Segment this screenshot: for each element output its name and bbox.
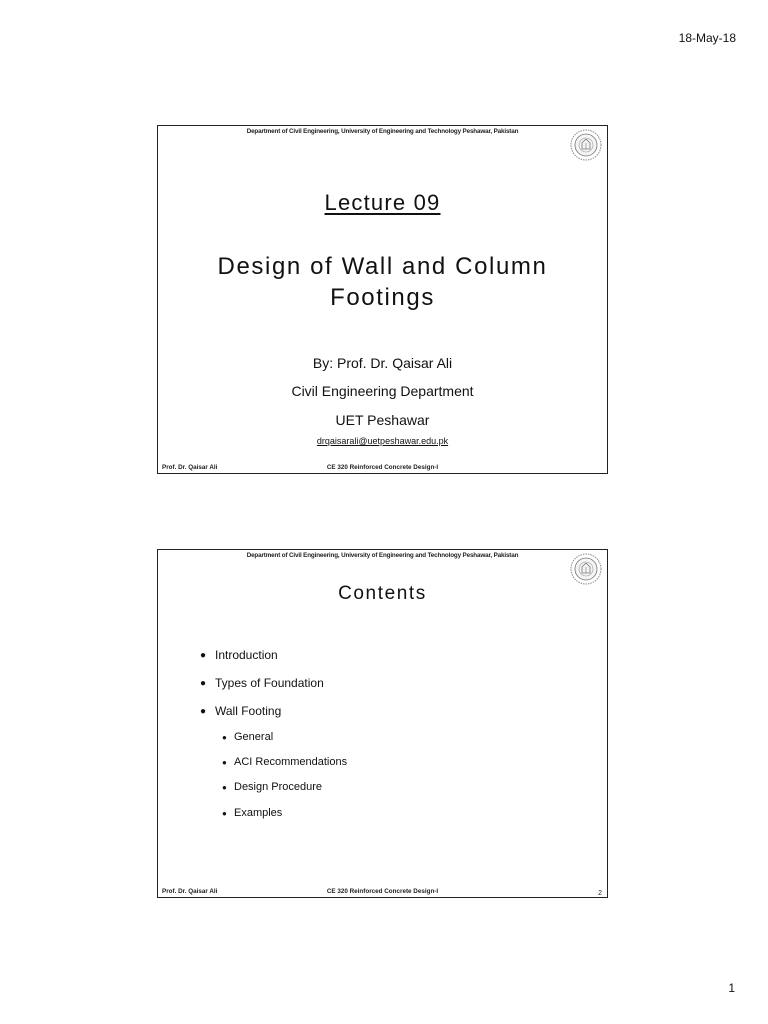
list-item — [200, 704, 281, 718]
bullet-icon: ● — [200, 705, 207, 717]
university-seal-icon — [570, 129, 602, 161]
sub-list-item — [222, 781, 322, 793]
list-item-label: Wall Footing — [215, 704, 282, 718]
sub-list-item-label: Examples — [234, 807, 283, 819]
contents-title: Contents — [338, 583, 427, 604]
slide-header: Department of Civil Engineering, University of Engineering and Technology Peshawar, Pakistan — [246, 128, 519, 135]
slide-title: Design of Wall and Column Footings — [217, 253, 548, 311]
author-institution: UET Peshawar — [335, 412, 430, 428]
list-item-label: Introduction — [215, 648, 278, 662]
slide-header: Department of Civil Engineering, University of Engineering and Technology Peshawar, Pakistan — [246, 552, 519, 559]
bullet-icon: ● — [222, 782, 227, 792]
bullet-icon: ● — [222, 808, 227, 818]
sub-list-item — [222, 731, 273, 743]
sub-list-item — [222, 756, 347, 768]
list-item — [200, 676, 324, 690]
bullet-icon: ● — [200, 677, 207, 689]
footer-author: Prof. Dr. Qaisar Ali — [162, 464, 218, 471]
bullet-icon: ● — [222, 757, 227, 767]
sub-list-item — [222, 807, 282, 819]
slide-2 — [157, 549, 608, 898]
slide-1 — [157, 125, 608, 474]
list-item — [200, 648, 278, 662]
footer-author: Prof. Dr. Qaisar Ali — [162, 888, 218, 895]
sub-list-item-label: Design Procedure — [234, 781, 323, 793]
author-name: By: Prof. Dr. Qaisar Ali — [312, 355, 453, 371]
sub-list-item-label: ACI Recommendations — [234, 756, 348, 768]
lecture-title: Lecture 09 — [324, 190, 441, 215]
slide-number: 2 — [598, 890, 602, 897]
list-item-label: Types of Foundation — [215, 676, 324, 690]
author-department: Civil Engineering Department — [291, 383, 474, 399]
page-number: 1 — [728, 981, 735, 995]
bullet-icon: ● — [200, 649, 207, 661]
bullet-icon: ● — [222, 732, 227, 742]
footer-course: CE 320 Reinforced Concrete Design-I — [326, 888, 439, 895]
author-email-link[interactable]: drqaisarali@uetpeshawar.edu.pk — [316, 436, 449, 446]
sub-list-item-label: General — [234, 731, 274, 743]
page-date: 18-May-18 — [678, 31, 736, 45]
university-seal-icon — [570, 553, 602, 585]
footer-course: CE 320 Reinforced Concrete Design-I — [326, 464, 439, 471]
